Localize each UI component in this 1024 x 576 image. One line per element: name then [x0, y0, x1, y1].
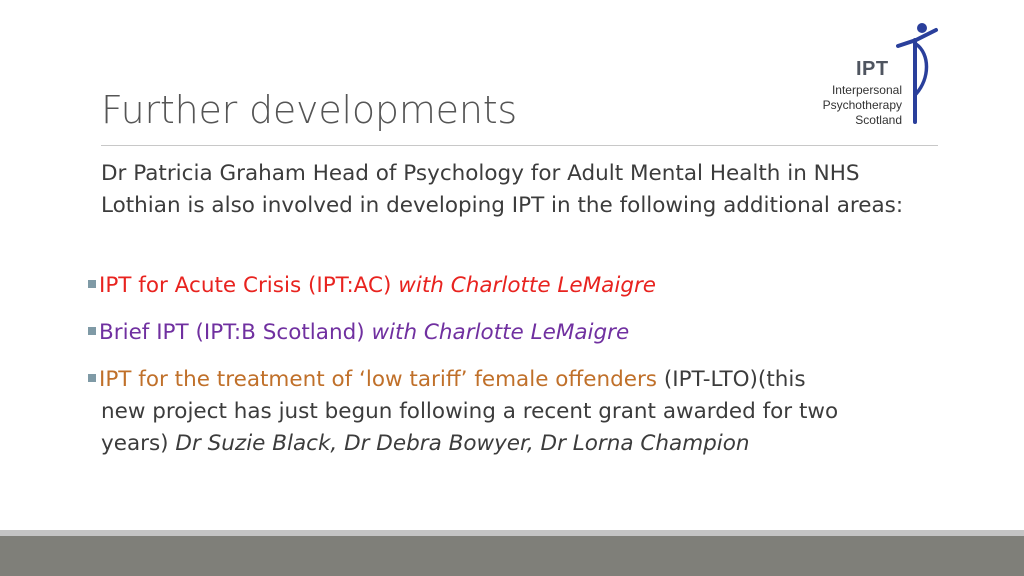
logo-text-line3: Scotland — [855, 113, 902, 127]
title-divider — [101, 145, 938, 146]
footer-bar — [0, 536, 1024, 576]
bullet-main-text: IPT for Acute Crisis (IPT:AC) — [99, 273, 392, 298]
bullet-item-acute-crisis — [88, 270, 938, 302]
logo-text-line2: Psychotherapy — [822, 98, 902, 112]
bullet-italic-text: with Charlotte LeMaigre — [371, 320, 630, 345]
bullet-italic-names: Dr Suzie Black, Dr Debra Bowyer, Dr Lorna Champion — [175, 431, 750, 456]
square-bullet-icon — [88, 327, 96, 335]
bullet-main-text: Brief IPT (IPT:B Scotland) — [99, 320, 365, 345]
bullet-plain-prefix: years) — [101, 431, 169, 456]
square-bullet-icon — [88, 280, 96, 288]
bullet-main-text: IPT for the treatment of ‘low tariff’ female offenders — [99, 367, 658, 392]
ipt-logo — [812, 20, 942, 130]
bullet-continuation-line: new project has just begun following a recent grant awarded for two — [101, 399, 839, 424]
logo-abbreviation: IPT — [856, 58, 889, 80]
bullet-plain-text: (IPT-LTO)(this — [663, 367, 806, 392]
bullet-item-offenders — [88, 364, 938, 460]
intro-paragraph: Dr Patricia Graham Head of Psychology for Adult Mental Health in NHS Lothian is also involved in developing IPT in the following additional areas: — [101, 161, 904, 218]
bullet-item-brief-ipt — [88, 317, 938, 349]
stick-figure-logo-icon — [896, 20, 942, 130]
square-bullet-icon — [88, 374, 96, 382]
slide-title: Further developments — [101, 88, 518, 132]
logo-text-line1: Interpersonal — [831, 83, 902, 97]
bullet-italic-text: with Charlotte LeMaigre — [398, 273, 657, 298]
bullet-continuation-line-names — [88, 428, 938, 460]
